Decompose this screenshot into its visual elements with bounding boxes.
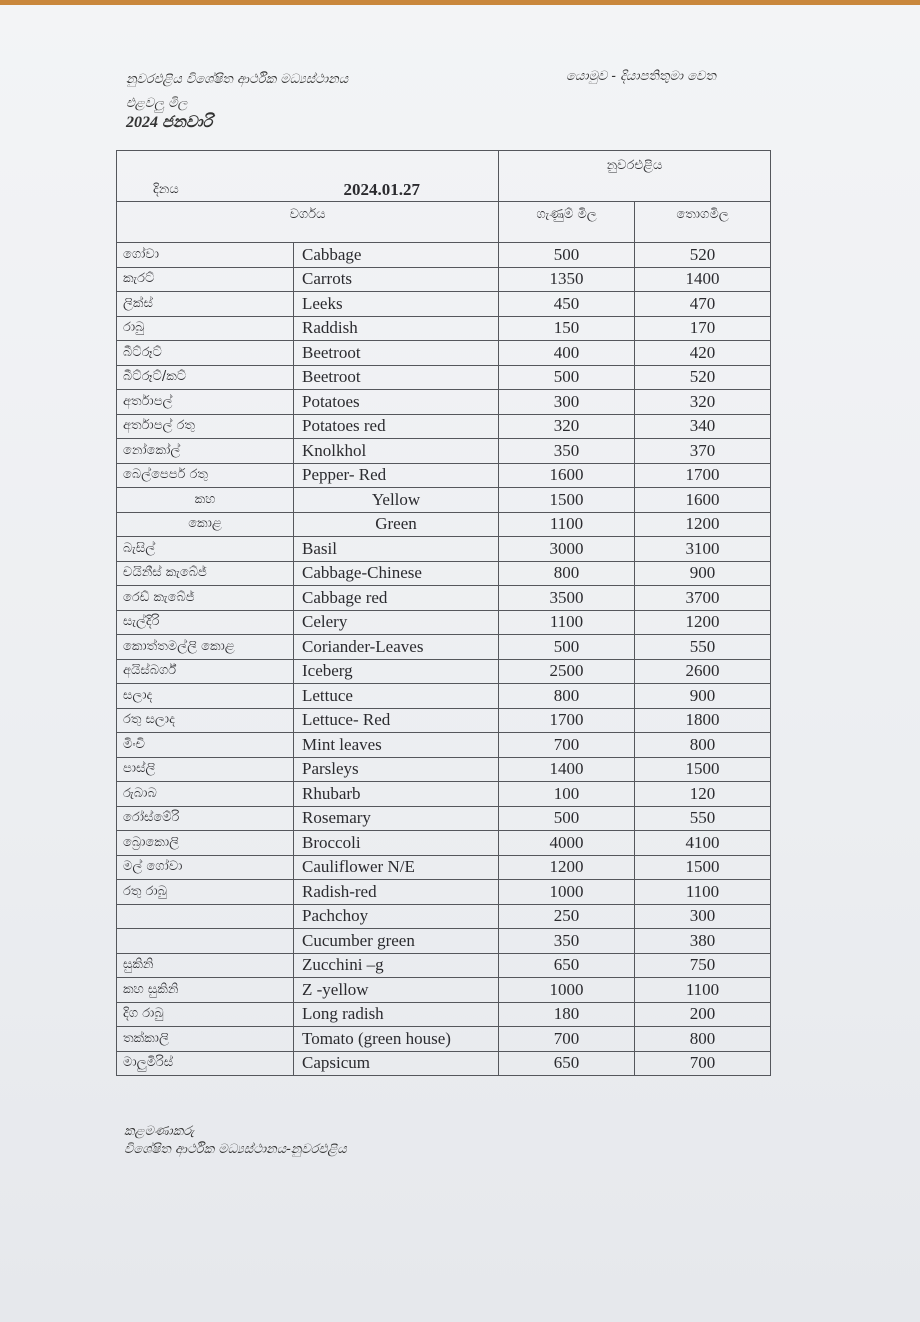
row-english-name: Celery	[294, 610, 499, 635]
row-wholesale-price: 170	[635, 316, 771, 341]
row-wholesale-price: 800	[635, 1027, 771, 1052]
footer-role: කළමණාකරු	[124, 1124, 195, 1139]
row-buy-price: 180	[499, 1002, 635, 1027]
row-buy-price: 500	[499, 365, 635, 390]
row-sinhala-name: බ්‍රොකොලි	[117, 831, 294, 856]
row-buy-price: 4000	[499, 831, 635, 856]
row-buy-price: 800	[499, 684, 635, 709]
table-row	[117, 267, 771, 292]
row-buy-price: 1000	[499, 880, 635, 905]
row-wholesale-price: 3100	[635, 537, 771, 562]
row-english-name: Beetroot	[294, 341, 499, 366]
table-row	[117, 855, 771, 880]
row-buy-price: 300	[499, 390, 635, 415]
row-wholesale-price: 750	[635, 953, 771, 978]
table-row	[117, 561, 771, 586]
row-sinhala-name: කහ සුකිනි	[117, 978, 294, 1003]
table-row	[117, 316, 771, 341]
row-english-name: Leeks	[294, 292, 499, 317]
row-sinhala-name: රතු රාබු	[117, 880, 294, 905]
row-sinhala-name: රෝස්මේරි	[117, 806, 294, 831]
row-buy-price: 350	[499, 929, 635, 954]
row-buy-price: 800	[499, 561, 635, 586]
table-row	[117, 537, 771, 562]
price-table	[116, 150, 771, 1076]
row-wholesale-price: 3700	[635, 586, 771, 611]
buy-price-header: ගැණුම් මිල	[499, 202, 635, 243]
row-english-name: Z -yellow	[294, 978, 499, 1003]
row-english-name: Beetroot	[294, 365, 499, 390]
row-english-name: Raddish	[294, 316, 499, 341]
row-english-name: Parsleys	[294, 757, 499, 782]
row-sinhala-name: කොත්තමල්ලි කොළ	[117, 635, 294, 660]
table-row	[117, 243, 771, 268]
table-row	[117, 757, 771, 782]
row-wholesale-price: 2600	[635, 659, 771, 684]
row-english-name: Basil	[294, 537, 499, 562]
row-sinhala-name: මිංචි	[117, 733, 294, 758]
row-sinhala-name: රුබාබ	[117, 782, 294, 807]
row-buy-price: 1350	[499, 267, 635, 292]
row-english-name: Pachchoy	[294, 904, 499, 929]
header-attention: යොමුව - දියාපතිතුමා වෙත	[566, 69, 716, 84]
row-sinhala-name: ලික්ස්	[117, 292, 294, 317]
row-buy-price: 1400	[499, 757, 635, 782]
footer-org: විශේෂිත ආර්ථික මධ්‍යස්ථානය-නුවරඑළිය	[124, 1142, 347, 1157]
row-buy-price: 1100	[499, 610, 635, 635]
row-english-name: Cucumber green	[294, 929, 499, 954]
table-row	[117, 733, 771, 758]
row-buy-price: 650	[499, 1051, 635, 1076]
header-org: නුවරඑළිය විශේෂිත ආර්ථික මධ්‍යස්ථානය	[126, 72, 349, 87]
row-wholesale-price: 1100	[635, 978, 771, 1003]
row-wholesale-price: 1800	[635, 708, 771, 733]
row-sinhala-name: අයිස්බර්ග්	[117, 659, 294, 684]
row-wholesale-price: 470	[635, 292, 771, 317]
row-wholesale-price: 200	[635, 1002, 771, 1027]
row-buy-price: 1700	[499, 708, 635, 733]
table-header-row-2	[117, 202, 771, 243]
row-wholesale-price: 1600	[635, 488, 771, 513]
row-wholesale-price: 1500	[635, 757, 771, 782]
row-sinhala-name: රාබු	[117, 316, 294, 341]
table-row	[117, 365, 771, 390]
row-sinhala-name: සලාද	[117, 684, 294, 709]
row-wholesale-price: 370	[635, 439, 771, 464]
row-sinhala-name: අර්තාපල්	[117, 390, 294, 415]
row-wholesale-price: 1200	[635, 610, 771, 635]
table-row	[117, 292, 771, 317]
row-buy-price: 1200	[499, 855, 635, 880]
row-sinhala-name: තක්කාලි	[117, 1027, 294, 1052]
row-buy-price: 1000	[499, 978, 635, 1003]
table-row	[117, 390, 771, 415]
row-wholesale-price: 1100	[635, 880, 771, 905]
row-english-name: Cabbage red	[294, 586, 499, 611]
row-buy-price: 500	[499, 243, 635, 268]
row-sinhala-name: ගෝවා	[117, 243, 294, 268]
row-sinhala-name: මල් ගෝවා	[117, 855, 294, 880]
row-sinhala-name: රතු සලාද	[117, 708, 294, 733]
table-row	[117, 659, 771, 684]
row-buy-price: 3000	[499, 537, 635, 562]
row-sinhala-name: සැල්දිරි	[117, 610, 294, 635]
row-buy-price: 450	[499, 292, 635, 317]
row-buy-price: 350	[499, 439, 635, 464]
row-buy-price: 1100	[499, 512, 635, 537]
row-sinhala-name: කැරට්	[117, 267, 294, 292]
table-row	[117, 414, 771, 439]
row-wholesale-price: 1500	[635, 855, 771, 880]
row-sinhala-name: මාලුමිරිස්	[117, 1051, 294, 1076]
row-sinhala-name: බීට්රූට්	[117, 341, 294, 366]
row-wholesale-price: 520	[635, 243, 771, 268]
row-english-name: Iceberg	[294, 659, 499, 684]
row-english-name: Zucchini –g	[294, 953, 499, 978]
row-english-name: Yellow	[294, 488, 499, 513]
table-row	[117, 929, 771, 954]
row-english-name: Cauliflower N/E	[294, 855, 499, 880]
table-row	[117, 831, 771, 856]
table-row	[117, 978, 771, 1003]
table-row	[117, 1027, 771, 1052]
row-english-name: Radish-red	[294, 880, 499, 905]
row-buy-price: 1500	[499, 488, 635, 513]
row-english-name: Capsicum	[294, 1051, 499, 1076]
row-sinhala-name	[117, 904, 294, 929]
row-wholesale-price: 550	[635, 806, 771, 831]
row-wholesale-price: 1200	[635, 512, 771, 537]
row-buy-price: 650	[499, 953, 635, 978]
table-row	[117, 1051, 771, 1076]
wholesale-price-header: තොගමිල	[635, 202, 771, 243]
date-value: 2024.01.27	[294, 151, 499, 202]
item-header: වර්ගය	[117, 202, 499, 243]
row-english-name: Potatoes	[294, 390, 499, 415]
row-sinhala-name: කොළ	[117, 512, 294, 537]
table-row	[117, 684, 771, 709]
table-header-row-1	[117, 151, 771, 202]
table-row	[117, 953, 771, 978]
table-row	[117, 1002, 771, 1027]
table-row	[117, 341, 771, 366]
row-english-name: Rhubarb	[294, 782, 499, 807]
row-english-name: Long radish	[294, 1002, 499, 1027]
date-label: දිනය	[117, 151, 294, 202]
row-sinhala-name: සුකිනි	[117, 953, 294, 978]
row-wholesale-price: 300	[635, 904, 771, 929]
row-english-name: Lettuce	[294, 684, 499, 709]
row-english-name: Broccoli	[294, 831, 499, 856]
table-row	[117, 512, 771, 537]
row-buy-price: 500	[499, 635, 635, 660]
row-sinhala-name: චයිනීස් කැබේජ්	[117, 561, 294, 586]
row-sinhala-name: අර්තාපල් රතු	[117, 414, 294, 439]
row-buy-price: 3500	[499, 586, 635, 611]
header-year-month: 2024 ජනවාරි	[126, 114, 213, 131]
row-buy-price: 700	[499, 1027, 635, 1052]
table-row	[117, 463, 771, 488]
row-english-name: Mint leaves	[294, 733, 499, 758]
table-row	[117, 635, 771, 660]
row-wholesale-price: 120	[635, 782, 771, 807]
row-sinhala-name: දිග රාබු	[117, 1002, 294, 1027]
row-wholesale-price: 700	[635, 1051, 771, 1076]
page-top-edge	[0, 0, 920, 5]
row-sinhala-name: බීට්රූට්/කට්	[117, 365, 294, 390]
table-row	[117, 488, 771, 513]
row-wholesale-price: 800	[635, 733, 771, 758]
row-english-name: Pepper- Red	[294, 463, 499, 488]
row-wholesale-price: 320	[635, 390, 771, 415]
table-row	[117, 904, 771, 929]
row-wholesale-price: 420	[635, 341, 771, 366]
row-wholesale-price: 1700	[635, 463, 771, 488]
row-buy-price: 100	[499, 782, 635, 807]
row-sinhala-name	[117, 929, 294, 954]
row-wholesale-price: 1400	[635, 267, 771, 292]
row-buy-price: 320	[499, 414, 635, 439]
header-subtitle: එළවලු මිල	[126, 96, 188, 111]
table-row	[117, 880, 771, 905]
row-wholesale-price: 340	[635, 414, 771, 439]
location-header: නුවරඑළිය	[499, 151, 771, 202]
row-wholesale-price: 380	[635, 929, 771, 954]
row-buy-price: 1600	[499, 463, 635, 488]
row-sinhala-name: නෝකෝල්	[117, 439, 294, 464]
row-sinhala-name: පාස්ලි	[117, 757, 294, 782]
table-row	[117, 708, 771, 733]
row-sinhala-name: බෙල්පෙපර් රතු	[117, 463, 294, 488]
row-wholesale-price: 550	[635, 635, 771, 660]
row-sinhala-name: බැසිල්	[117, 537, 294, 562]
row-english-name: Cabbage	[294, 243, 499, 268]
row-sinhala-name: කහ	[117, 488, 294, 513]
row-english-name: Cabbage-Chinese	[294, 561, 499, 586]
row-english-name: Knolkhol	[294, 439, 499, 464]
row-buy-price: 150	[499, 316, 635, 341]
table-row	[117, 782, 771, 807]
row-english-name: Lettuce- Red	[294, 708, 499, 733]
row-english-name: Rosemary	[294, 806, 499, 831]
row-wholesale-price: 520	[635, 365, 771, 390]
row-wholesale-price: 900	[635, 684, 771, 709]
row-buy-price: 2500	[499, 659, 635, 684]
table-row	[117, 806, 771, 831]
row-english-name: Coriander-Leaves	[294, 635, 499, 660]
table-row	[117, 586, 771, 611]
table-row	[117, 439, 771, 464]
row-buy-price: 250	[499, 904, 635, 929]
row-english-name: Green	[294, 512, 499, 537]
row-sinhala-name: රෙඩ් කැබේජ්	[117, 586, 294, 611]
table-row	[117, 610, 771, 635]
row-buy-price: 500	[499, 806, 635, 831]
row-buy-price: 400	[499, 341, 635, 366]
row-english-name: Carrots	[294, 267, 499, 292]
row-buy-price: 700	[499, 733, 635, 758]
row-wholesale-price: 900	[635, 561, 771, 586]
row-wholesale-price: 4100	[635, 831, 771, 856]
row-english-name: Tomato (green house)	[294, 1027, 499, 1052]
row-english-name: Potatoes red	[294, 414, 499, 439]
